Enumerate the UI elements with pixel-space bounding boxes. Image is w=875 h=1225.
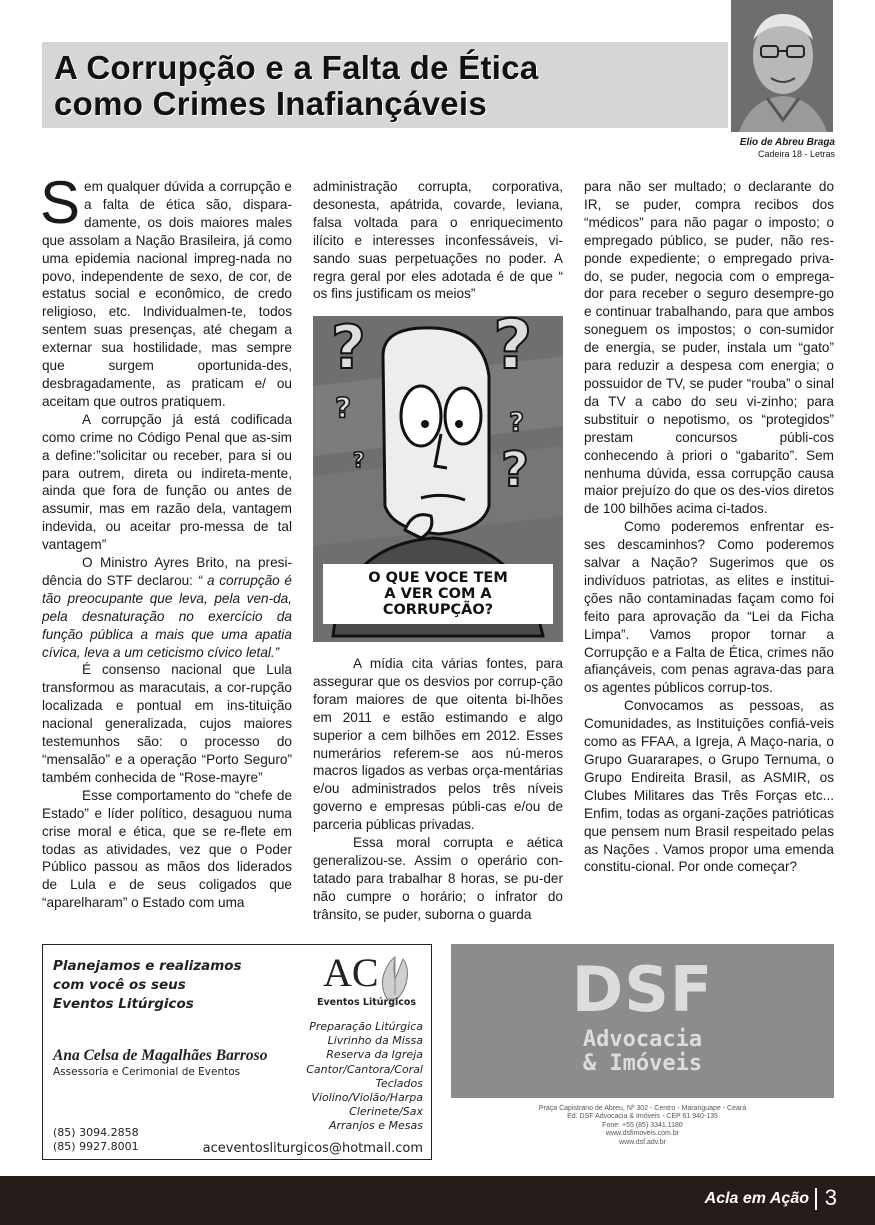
- author-seat: Cadeira 18 - Letras: [757, 149, 835, 159]
- service-item: Reserva da Igreja: [326, 1048, 423, 1062]
- question-mark: ?: [509, 408, 525, 438]
- paragraph: Como poderemos enfrentar es-ses descaminhos? Como poderemos salvar a Nação? Sugerimos que os indivíduos patriotas, as elites e institui-ções não contaminadas façam como foi feito para aprovação da “Lei da Ficha Limpa”. Vamos propor tornar a Corrupção e a Falta de Ética, crimes não afiançáveis, com penas agrava-das para os agentes públicos corrup-tos.: [584, 519, 834, 696]
- footer-separator: [815, 1188, 817, 1210]
- dsf-contact-info: Praça Capistrano de Abreu, Nº 302 - Centro - Maranguape - Ceará Ed. DSF Advocacia & Imóveis - CEP 61.940-135 Fone: +55 (85) 3341.1180 www.dsfimoveis.com.br www.dsf.adv.br: [538, 1105, 747, 1146]
- phone-number: (85) 9927.8001: [53, 1140, 139, 1153]
- article-title-line2: como Crimes Inafiançáveis: [54, 85, 488, 122]
- paragraph: Convocamos as pessoas, as Comunidades, as Instituições confiá-veis como as FFAA, a Igreja, A Maço-naria, o Grupo Guararapes, o Grupo Ternuma, o Grupo Endireita Brasil, as ASMIR, os Clubes Militares das Três Forças etc... Enfim, todas as organi-zações patrióticas que pensem num Brasil respeitado pelas as Nações . Vamos propor uma emenda constitu-cional. Por onde começar?: [584, 698, 834, 875]
- dsf-subtitle: Advocacia & Imóveis: [582, 1027, 703, 1076]
- service-item: Arranjos e Mesas: [328, 1119, 423, 1133]
- paragraph: administração corrupta, corporativa, desonesta, apátrida, covarde, leviana, falsa voltada para o enriquecimento ilícito e interesses inconfessáveis, vi-sando suas perpetuações no poder. A regra geral por eles adotada é de que “ os fins justificam os meios”: [313, 179, 563, 302]
- praying-hands-icon: [369, 955, 419, 1001]
- phone-number: (85) 3094.2858: [53, 1126, 139, 1139]
- paragraph: Esse comportamento do “chefe de Estado” e líder político, desaguou numa crise moral e ética, que se re-flete em todas as atividades, vez que o Poder Público passou as mãos dos liderados de Lula e de seus coligados que “aparelharam” o Estado com uma: [42, 787, 292, 911]
- ac-logo-subtitle: Eventos Litúrgicos: [317, 997, 417, 1008]
- ad-tagline: Planejamos e realizamos com você os seus Eventos Litúrgicos: [53, 958, 242, 1012]
- article-column-2-top: [313, 178, 563, 303]
- paragraph: É consenso nacional que Lula transformou as maracutais, a cor-rupção localizada e pontual em ins-tituição nacional generalizada, cujos maiores testemunhos são: o processo do “mensalão” e a operação “Porto Seguro” também conhecida de “Rose-mayre”: [42, 662, 292, 785]
- service-item: Clerinete/Sax: [349, 1105, 423, 1119]
- ac-eventos-ad: [42, 944, 432, 1160]
- dsf-logo: DSF: [571, 953, 714, 1026]
- article-column-2-bottom: [313, 655, 563, 924]
- paragraph: A mídia cita várias fontes, para assegurar que os desvios por corrup-ção foram maiores de que oitenta bi-lhões em 2011 e estão estimando e algo superior a cem bilhões em 2012. Esses numerários referem-se aos nú-meros macros ligados as verbas orça-mentárias e/ou administrados pelos três níveis governo e empresas públi-cas e/ou de parceria públicas privadas.: [313, 656, 563, 833]
- question-mark: ?: [493, 316, 533, 385]
- ad-contact-name: Ana Celsa de Magalhães Barroso: [53, 1047, 268, 1064]
- service-item: Violino/Violão/Harpa: [311, 1091, 423, 1105]
- dsf-banner: [451, 944, 834, 1098]
- article-column-1: [40, 169, 292, 912]
- service-item: Teclados: [375, 1076, 423, 1090]
- ad-phones: [53, 1126, 139, 1154]
- ad-email: aceventosliturgicos@hotmail.com: [202, 1141, 423, 1156]
- article-column-3: [584, 178, 834, 876]
- service-item: Cantor/Cantora/Coral: [306, 1062, 423, 1076]
- ac-logo-letters: AC: [323, 950, 379, 995]
- drop-cap: S: [40, 169, 81, 236]
- page-footer: [0, 1176, 875, 1225]
- publication-name: Acla em Ação: [704, 1190, 809, 1207]
- question-mark: ?: [331, 316, 366, 383]
- article-title-line1: A Corrupção e a Falta de Ética: [54, 49, 539, 86]
- title-band: [42, 42, 728, 128]
- ad-services-list: [306, 1020, 423, 1134]
- service-item: Preparação Litúrgica: [309, 1020, 423, 1033]
- cartoon-illustration: [313, 316, 563, 642]
- dsf-ad: [451, 944, 834, 1160]
- paragraph: A corrupção já está codificada como crime no Código Penal que as-sim a define:”solicitar ou receber, para si ou para outrem, direta ou indireta-mente, ainda que fora de função ou antes de assumir, mas em razão dela, vantagem indevida, ou aceitar pro-messa de tal vantagem”: [42, 411, 292, 553]
- question-mark: ?: [335, 391, 352, 424]
- paragraph: para não ser multado; o declarante do IR, se puder, compra recibos dos “médicos” para não pagar o imposto; o empregado público, se puder, não res-ponde expediente; o empregado priva-do, se puder, negocia com o emprega-dor para receber o seguro desempre-go e continuar trabalhando, para que ambos soneguem os impostos; o con-sumidor de energia, se puder, instala um “gato” para reduzir a despesa com energia; o possuidor de TV, se puder “rouba” o sinal da TV a cabo do seu vi-zinho; para substituir o nepotismo, os “protegidos” prestam concursos públi-cos conhecendo à priori o “gabarito”. Sem nenhuma dúvida, essa corrupção causa maior prejuízo do que os des-vios diretos de 100 bilhões acima ci-tados.: [584, 179, 834, 517]
- question-mark: ?: [353, 448, 365, 472]
- quote: “ a corrupção é tão preocupante que leva, pela ven-da, pela desnaturação no exercício da função pública a mais que uma apatia cívica, leva a um ceticismo cívico letal.”: [42, 572, 292, 660]
- paragraph: Essa moral corrupta e aética generalizou-se. Assim o operário con-tatado para trabalhar 8 horas, se pu-der não cumpre o horário; o infrator do trânsito, se puder, suborna o guarda: [313, 835, 563, 922]
- article-title: [54, 50, 539, 122]
- question-mark: ?: [501, 442, 529, 498]
- paragraph: O Ministro Ayres Brito, na presi-dência do STF declarou: “ a corrupção é tão preocupante que leva, pela ven-da, pela desnaturação no exercício da função pública a mais que uma apatia cívica, leva a um ceticismo cívico letal.”: [42, 555, 292, 660]
- paragraph: Sem qualquer dúvida a corrupção e a falta de ética são, dispara-damente, os dois maiores males que assolam a Nação Brasileira, já como uma epidemia nacional impreg-nada no povo, independente de sexo, de cor, de estatus social e econômico, de credo religioso, etc. Individualmen-te, todos sentem suas presenças, até chegam a externar sua hostilidade, mas sempre que surgem oportunida-des, desbragadamente, as praticam e/ ou aceitam que outros pratiquem.: [40, 169, 292, 409]
- ad-contact-role: Assessoria e Cerimonial de Eventos: [53, 1066, 241, 1078]
- author-photo: [731, 0, 833, 132]
- cartoon-caption: O QUE VOCE TEM A VER COM A CORRUPÇÃO?: [323, 564, 553, 624]
- page-number: 3: [824, 1185, 837, 1210]
- author-name: Elio de Abreu Braga: [739, 137, 835, 148]
- service-item: Livrinho da Missa: [327, 1034, 423, 1048]
- ac-logo: [317, 950, 423, 1011]
